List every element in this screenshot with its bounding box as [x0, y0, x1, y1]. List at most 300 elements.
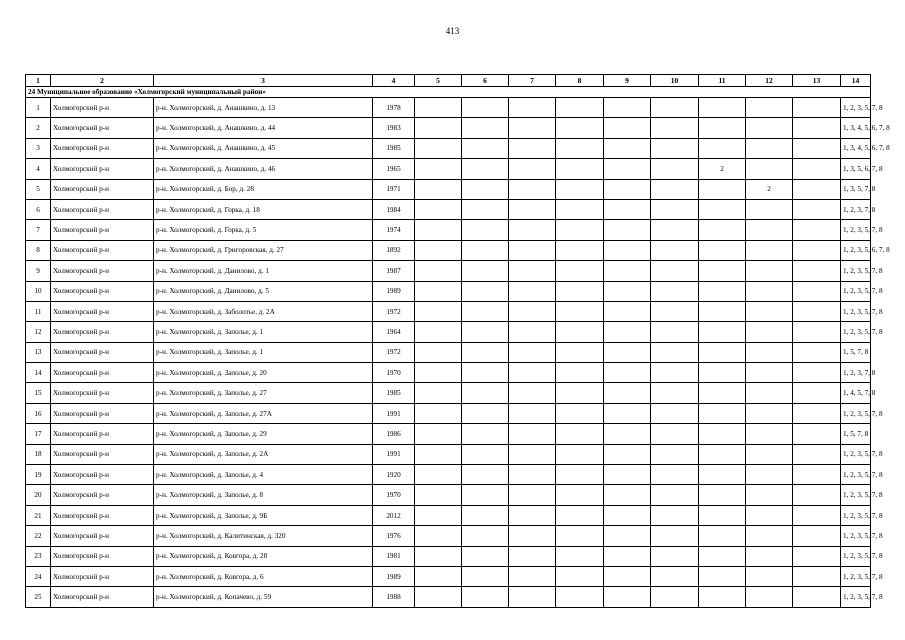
col8-cell: [556, 159, 604, 179]
col6-cell: [462, 403, 509, 423]
row-number-cell: 24: [26, 566, 51, 586]
col5-cell: [415, 240, 462, 260]
header-cell: 14: [841, 75, 871, 87]
year-cell: 1970: [373, 363, 415, 383]
address-cell: р-н. Холмогорский, д. Заполье, д. 1: [154, 322, 373, 342]
col7-cell: [509, 342, 556, 362]
col9-cell: [604, 118, 651, 138]
col10-cell: [651, 240, 699, 260]
col12-cell: [746, 526, 793, 546]
year-cell: 1989: [373, 566, 415, 586]
address-cell: р-н. Холмогорский, д. Горка, д. 5: [154, 220, 373, 240]
col13-cell: [793, 199, 841, 219]
col6-cell: [462, 220, 509, 240]
row-number-cell: 4: [26, 159, 51, 179]
col9-cell: [604, 179, 651, 199]
works-cell: 1, 2, 3, 5, 7, 8: [841, 444, 871, 464]
row-number-cell: 6: [26, 199, 51, 219]
year-cell: 1991: [373, 403, 415, 423]
col7-cell: [509, 281, 556, 301]
col9-cell: [604, 159, 651, 179]
address-cell: р-н. Холмогорский, д. Заполье, д. 20: [154, 363, 373, 383]
table-row: [26, 301, 871, 321]
header-cell: 13: [793, 75, 841, 87]
district-cell: Холмогорский р-н: [51, 138, 154, 158]
address-cell: р-н. Холмогорский, д. Бор, д. 28: [154, 179, 373, 199]
year-cell: 1976: [373, 526, 415, 546]
district-cell: Холмогорский р-н: [51, 179, 154, 199]
district-cell: Холмогорский р-н: [51, 526, 154, 546]
address-cell: р-н. Холмогорский, д. Копачево, д. 59: [154, 587, 373, 607]
col6-cell: [462, 199, 509, 219]
works-cell: 1, 3, 4, 5, 6, 7, 8: [841, 138, 871, 158]
col6-cell: [462, 526, 509, 546]
col12-cell: [746, 444, 793, 464]
col7-cell: [509, 220, 556, 240]
table-row: [26, 342, 871, 362]
table-row: [26, 587, 871, 607]
row-number-cell: 10: [26, 281, 51, 301]
col12-cell: [746, 220, 793, 240]
col10-cell: [651, 587, 699, 607]
col6-cell: [462, 240, 509, 260]
col5-cell: [415, 118, 462, 138]
row-number-cell: 17: [26, 424, 51, 444]
district-cell: Холмогорский р-н: [51, 485, 154, 505]
district-cell: Холмогорский р-н: [51, 98, 154, 118]
col7-cell: [509, 526, 556, 546]
col11-cell: [699, 301, 746, 321]
header-cell: 1: [26, 75, 51, 87]
col10-cell: [651, 179, 699, 199]
col8-cell: [556, 383, 604, 403]
col12-cell: [746, 118, 793, 138]
district-cell: Холмогорский р-н: [51, 342, 154, 362]
col13-cell: [793, 566, 841, 586]
row-number-cell: 23: [26, 546, 51, 566]
district-cell: Холмогорский р-н: [51, 199, 154, 219]
col5-cell: [415, 444, 462, 464]
col6-cell: [462, 159, 509, 179]
row-number-cell: 11: [26, 301, 51, 321]
col12-cell: [746, 465, 793, 485]
col12-cell: [746, 261, 793, 281]
district-cell: Холмогорский р-н: [51, 444, 154, 464]
row-number-cell: 20: [26, 485, 51, 505]
col12-cell: [746, 485, 793, 505]
col11-cell: [699, 342, 746, 362]
col11-cell: [699, 526, 746, 546]
works-cell: 1, 2, 3, 7, 8: [841, 199, 871, 219]
col11-cell: [699, 322, 746, 342]
col6-cell: [462, 424, 509, 444]
address-cell: р-н. Холмогорский, д. Калитинская, д. 320: [154, 526, 373, 546]
col5-cell: [415, 465, 462, 485]
col12-cell: [746, 383, 793, 403]
col8-cell: [556, 485, 604, 505]
col6-cell: [462, 587, 509, 607]
table-row: [26, 403, 871, 423]
col9-cell: [604, 485, 651, 505]
col10-cell: [651, 363, 699, 383]
works-cell: 1, 2, 3, 5, 7, 8: [841, 465, 871, 485]
col8-cell: [556, 179, 604, 199]
col7-cell: [509, 505, 556, 525]
col8-cell: [556, 138, 604, 158]
col9-cell: [604, 98, 651, 118]
col11-cell: [699, 199, 746, 219]
works-cell: 1, 2, 3, 5, 7, 8: [841, 505, 871, 525]
col11-cell: [699, 587, 746, 607]
col9-cell: [604, 526, 651, 546]
col11-cell: [699, 424, 746, 444]
col6-cell: [462, 322, 509, 342]
col13-cell: [793, 98, 841, 118]
col10-cell: [651, 281, 699, 301]
address-cell: р-н. Холмогорский, д. Заполье, д. 2А: [154, 444, 373, 464]
col7-cell: [509, 159, 556, 179]
col13-cell: [793, 505, 841, 525]
col8-cell: [556, 526, 604, 546]
works-cell: 1, 2, 3, 5, 7, 8: [841, 485, 871, 505]
address-cell: р-н. Холмогорский, д. Анашкино, д. 13: [154, 98, 373, 118]
year-cell: 1985: [373, 383, 415, 403]
year-cell: 1989: [373, 281, 415, 301]
table-row: [26, 220, 871, 240]
col13-cell: [793, 342, 841, 362]
col7-cell: [509, 587, 556, 607]
col10-cell: [651, 546, 699, 566]
address-cell: р-н. Холмогорский, д. Ковгора, д. 6: [154, 566, 373, 586]
col13-cell: [793, 444, 841, 464]
col12-cell: [746, 403, 793, 423]
col12-cell: [746, 587, 793, 607]
col5-cell: [415, 98, 462, 118]
col6-cell: [462, 363, 509, 383]
table-row: [26, 322, 871, 342]
district-cell: Холмогорский р-н: [51, 383, 154, 403]
col5-cell: [415, 363, 462, 383]
col10-cell: [651, 424, 699, 444]
col11-cell: 2: [699, 159, 746, 179]
row-number-cell: 9: [26, 261, 51, 281]
col7-cell: [509, 444, 556, 464]
col13-cell: [793, 587, 841, 607]
col11-cell: [699, 444, 746, 464]
col10-cell: [651, 159, 699, 179]
col5-cell: [415, 281, 462, 301]
col5-cell: [415, 526, 462, 546]
col8-cell: [556, 118, 604, 138]
col13-cell: [793, 220, 841, 240]
district-cell: Холмогорский р-н: [51, 465, 154, 485]
col10-cell: [651, 322, 699, 342]
address-cell: р-н. Холмогорский, д. Григоровская, д. 27: [154, 240, 373, 260]
year-cell: 1971: [373, 179, 415, 199]
col7-cell: [509, 240, 556, 260]
col10-cell: [651, 220, 699, 240]
col6-cell: [462, 383, 509, 403]
col7-cell: [509, 424, 556, 444]
col13-cell: [793, 261, 841, 281]
col5-cell: [415, 587, 462, 607]
district-cell: Холмогорский р-н: [51, 505, 154, 525]
col7-cell: [509, 383, 556, 403]
col8-cell: [556, 465, 604, 485]
address-cell: р-н. Холмогорский, д. Анашкино, д. 44: [154, 118, 373, 138]
district-cell: Холмогорский р-н: [51, 261, 154, 281]
section-title: 24 Муниципальное образование «Холмогорский муниципальный район»: [26, 87, 871, 98]
works-cell: 1, 3, 5, 6, 7, 8: [841, 159, 871, 179]
col6-cell: [462, 566, 509, 586]
col10-cell: [651, 485, 699, 505]
col11-cell: [699, 465, 746, 485]
col7-cell: [509, 118, 556, 138]
district-cell: Холмогорский р-н: [51, 363, 154, 383]
col5-cell: [415, 342, 462, 362]
col7-cell: [509, 98, 556, 118]
col9-cell: [604, 138, 651, 158]
col9-cell: [604, 505, 651, 525]
col10-cell: [651, 138, 699, 158]
col10-cell: [651, 98, 699, 118]
works-cell: 1, 3, 5, 7, 8: [841, 179, 871, 199]
col9-cell: [604, 281, 651, 301]
col8-cell: [556, 301, 604, 321]
works-cell: 1, 2, 3, 5, 7, 8: [841, 566, 871, 586]
col11-cell: [699, 403, 746, 423]
address-cell: р-н. Холмогорский, д. Заполье, д. 9Б: [154, 505, 373, 525]
col8-cell: [556, 98, 604, 118]
works-cell: 1, 5, 7, 8: [841, 424, 871, 444]
col11-cell: [699, 281, 746, 301]
works-cell: 1, 2, 3, 5, 7, 8: [841, 403, 871, 423]
year-cell: 1970: [373, 485, 415, 505]
col13-cell: [793, 363, 841, 383]
address-cell: р-н. Холмогорский, д. Данилово, д. 5: [154, 281, 373, 301]
district-cell: Холмогорский р-н: [51, 403, 154, 423]
col8-cell: [556, 322, 604, 342]
col6-cell: [462, 98, 509, 118]
table-row: [26, 159, 871, 179]
col7-cell: [509, 403, 556, 423]
col7-cell: [509, 465, 556, 485]
district-cell: Холмогорский р-н: [51, 240, 154, 260]
table-row: [26, 505, 871, 525]
col5-cell: [415, 138, 462, 158]
col11-cell: [699, 220, 746, 240]
col5-cell: [415, 322, 462, 342]
table-body: [26, 87, 890, 608]
col5-cell: [415, 546, 462, 566]
col9-cell: [604, 342, 651, 362]
address-cell: р-н. Холмогорский, д. Заполье, д. 8: [154, 485, 373, 505]
col9-cell: [604, 301, 651, 321]
works-cell: 1, 2, 3, 5, 7, 8: [841, 261, 871, 281]
col7-cell: [509, 179, 556, 199]
works-cell: 1, 2, 3, 7, 8: [841, 363, 871, 383]
col5-cell: [415, 261, 462, 281]
works-cell: 1, 2, 3, 5, 7, 8: [841, 301, 871, 321]
row-number-cell: 13: [26, 342, 51, 362]
col5-cell: [415, 179, 462, 199]
col6-cell: [462, 301, 509, 321]
col13-cell: [793, 179, 841, 199]
col9-cell: [604, 403, 651, 423]
col8-cell: [556, 587, 604, 607]
row-number-cell: 21: [26, 505, 51, 525]
col6-cell: [462, 505, 509, 525]
year-cell: 1974: [373, 220, 415, 240]
row-number-cell: 16: [26, 403, 51, 423]
row-number-cell: 5: [26, 179, 51, 199]
row-number-cell: 1: [26, 98, 51, 118]
address-cell: р-н. Холмогорский, д. Заболотье, д. 2А: [154, 301, 373, 321]
col10-cell: [651, 526, 699, 546]
district-cell: Холмогорский р-н: [51, 546, 154, 566]
col5-cell: [415, 424, 462, 444]
table-row: [26, 566, 871, 586]
col12-cell: [746, 424, 793, 444]
col8-cell: [556, 240, 604, 260]
row-number-cell: 25: [26, 587, 51, 607]
col9-cell: [604, 465, 651, 485]
col11-cell: [699, 566, 746, 586]
col11-cell: [699, 179, 746, 199]
col8-cell: [556, 342, 604, 362]
col13-cell: [793, 322, 841, 342]
row-number-cell: 18: [26, 444, 51, 464]
col6-cell: [462, 465, 509, 485]
col13-cell: [793, 281, 841, 301]
year-cell: 1983: [373, 118, 415, 138]
col8-cell: [556, 261, 604, 281]
address-cell: р-н. Холмогорский, д. Данилово, д. 1: [154, 261, 373, 281]
header-cell: 12: [746, 75, 793, 87]
works-cell: 1, 2, 3, 5, 7, 8: [841, 587, 871, 607]
address-cell: р-н. Холмогорский, д. Заполье, д. 1: [154, 342, 373, 362]
col9-cell: [604, 261, 651, 281]
col8-cell: [556, 220, 604, 240]
row-number-cell: 22: [26, 526, 51, 546]
col9-cell: [604, 444, 651, 464]
works-cell: 1, 3, 4, 5, 6, 7, 8: [841, 118, 871, 138]
works-cell: 1, 2, 3, 5, 7, 8: [841, 546, 871, 566]
col7-cell: [509, 566, 556, 586]
col11-cell: [699, 505, 746, 525]
col6-cell: [462, 444, 509, 464]
col12-cell: [746, 98, 793, 118]
address-cell: р-н. Холмогорский, д. Ковгора, д. 28: [154, 546, 373, 566]
year-cell: 1991: [373, 444, 415, 464]
col12-cell: [746, 322, 793, 342]
col12-cell: [746, 138, 793, 158]
table-row: [26, 179, 871, 199]
table-row: [26, 261, 871, 281]
header-cell: 9: [604, 75, 651, 87]
works-cell: 1, 2, 3, 5, 7, 8: [841, 220, 871, 240]
col12-cell: [746, 281, 793, 301]
works-cell: 1, 2, 3, 5, 7, 8: [841, 526, 871, 546]
col11-cell: [699, 363, 746, 383]
row-number-cell: 15: [26, 383, 51, 403]
col7-cell: [509, 485, 556, 505]
col5-cell: [415, 485, 462, 505]
district-cell: Холмогорский р-н: [51, 159, 154, 179]
row-number-cell: 3: [26, 138, 51, 158]
district-cell: Холмогорский р-н: [51, 566, 154, 586]
col13-cell: [793, 403, 841, 423]
page-number: 413: [445, 26, 460, 36]
year-cell: 1892: [373, 240, 415, 260]
year-cell: 2012: [373, 505, 415, 525]
table-row: [26, 240, 871, 260]
address-cell: р-н. Холмогорский, д. Заполье, д. 4: [154, 465, 373, 485]
col12-cell: 2: [746, 179, 793, 199]
district-cell: Холмогорский р-н: [51, 118, 154, 138]
table-row: [26, 424, 871, 444]
header-cell: 4: [373, 75, 415, 87]
col5-cell: [415, 403, 462, 423]
col10-cell: [651, 444, 699, 464]
col12-cell: [746, 159, 793, 179]
col12-cell: [746, 199, 793, 219]
col9-cell: [604, 240, 651, 260]
table-row: [26, 546, 871, 566]
col12-cell: [746, 342, 793, 362]
col6-cell: [462, 342, 509, 362]
address-cell: р-н. Холмогорский, д. Заполье, д. 27А: [154, 403, 373, 423]
row-number-cell: 2: [26, 118, 51, 138]
col12-cell: [746, 546, 793, 566]
district-cell: Холмогорский р-н: [51, 424, 154, 444]
table-row: [26, 281, 871, 301]
col6-cell: [462, 546, 509, 566]
col8-cell: [556, 281, 604, 301]
row-number-cell: 8: [26, 240, 51, 260]
year-cell: 1988: [373, 587, 415, 607]
table-header: [26, 75, 871, 87]
col10-cell: [651, 383, 699, 403]
col10-cell: [651, 566, 699, 586]
col9-cell: [604, 220, 651, 240]
address-cell: р-н. Холмогорский, д. Анашкино, д. 45: [154, 138, 373, 158]
col9-cell: [604, 199, 651, 219]
col11-cell: [699, 261, 746, 281]
col13-cell: [793, 465, 841, 485]
table-row: [26, 199, 871, 219]
col13-cell: [793, 526, 841, 546]
table-row: [26, 485, 871, 505]
col8-cell: [556, 199, 604, 219]
col6-cell: [462, 118, 509, 138]
col12-cell: [746, 566, 793, 586]
year-cell: 1986: [373, 424, 415, 444]
table-row: [26, 138, 871, 158]
col10-cell: [651, 261, 699, 281]
header-cell: 8: [556, 75, 604, 87]
row-number-cell: 12: [26, 322, 51, 342]
col5-cell: [415, 383, 462, 403]
col13-cell: [793, 383, 841, 403]
col5-cell: [415, 199, 462, 219]
col7-cell: [509, 138, 556, 158]
col7-cell: [509, 363, 556, 383]
col5-cell: [415, 566, 462, 586]
col6-cell: [462, 261, 509, 281]
col11-cell: [699, 383, 746, 403]
col9-cell: [604, 587, 651, 607]
